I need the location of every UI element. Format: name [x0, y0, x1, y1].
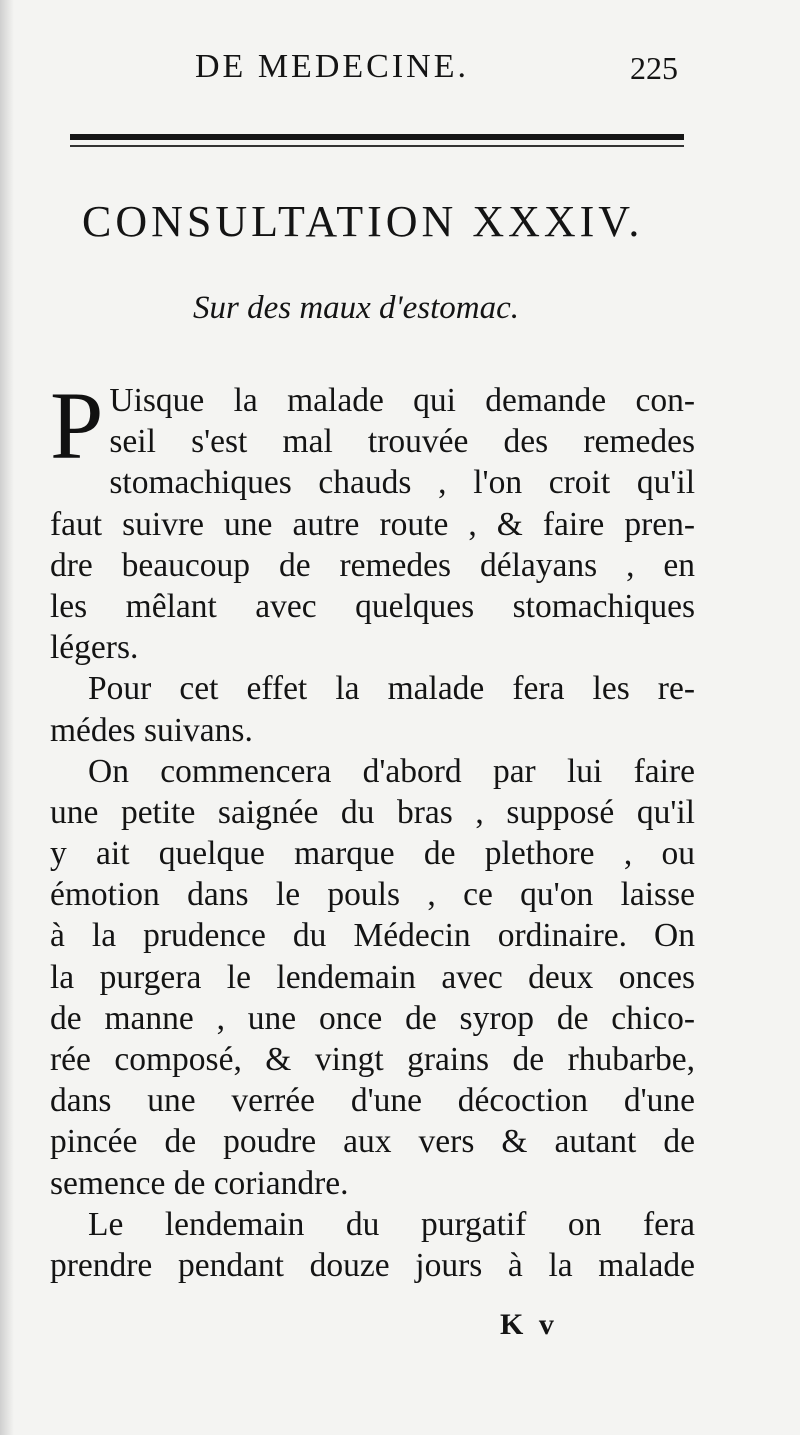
text-line: dre beaucoup de remedes délayans , en [50, 546, 695, 584]
text-line: faut suivre une autre route , & faire pren- [50, 505, 695, 543]
text-line: seil s'est mal trouvée des remedes [109, 423, 695, 461]
text-line: stomachiques chauds , l'on croit qu'il [109, 464, 695, 502]
text-line: On commencera d'abord par lui faire [88, 752, 695, 790]
text-line: Uisque la malade qui demande con- [109, 382, 695, 419]
text-line: semence de coriandre. [50, 1164, 349, 1202]
drop-cap: P [50, 372, 104, 479]
text-line: émotion dans le pouls , ce qu'on laisse [50, 876, 695, 914]
text-line: une petite saignée du bras , supposé qu'il [50, 793, 695, 831]
text-line: de manne , une once de syrop de chico- [50, 999, 695, 1037]
text-line: Le lendemain du purgatif on fera [88, 1205, 695, 1243]
consultation-heading: CONSULTATION XXXIV. [82, 197, 644, 246]
page-number: 225 [630, 50, 678, 86]
text-line: y ait quelque marque de plethore , ou [50, 835, 695, 873]
header-rule [70, 134, 684, 140]
text-line: légers. [50, 629, 139, 667]
paragraph-4 [50, 1204, 695, 1286]
text-line: pincée de poudre aux vers & autant de [50, 1123, 695, 1161]
header-rule-thin [70, 145, 684, 147]
body-text [50, 372, 695, 1286]
paragraph-3 [50, 751, 695, 1204]
signature-mark: K v [500, 1308, 558, 1341]
text-line: dans une verrée d'une décoction d'une [50, 1082, 695, 1120]
text-line: à la prudence du Médecin ordinaire. On [50, 917, 695, 955]
paragraph-2 [50, 668, 695, 750]
consultation-subheading: Sur des maux d'estomac. [193, 290, 520, 326]
text-line: prendre pendant douze jours à la malade [50, 1246, 695, 1284]
text-line: rée composé, & vingt grains de rhubarbe, [50, 1041, 695, 1078]
running-title: DE MEDECINE. [195, 48, 469, 85]
paragraph-1 [50, 372, 695, 668]
text-line: la purgera le lendemain avec deux onces [50, 958, 695, 996]
text-line: Pour cet effet la malade fera les re- [88, 670, 695, 708]
text-line: médes suivans. [50, 711, 253, 749]
text-line: les mêlant avec quelques stomachiques [50, 587, 695, 625]
running-head [0, 48, 800, 88]
